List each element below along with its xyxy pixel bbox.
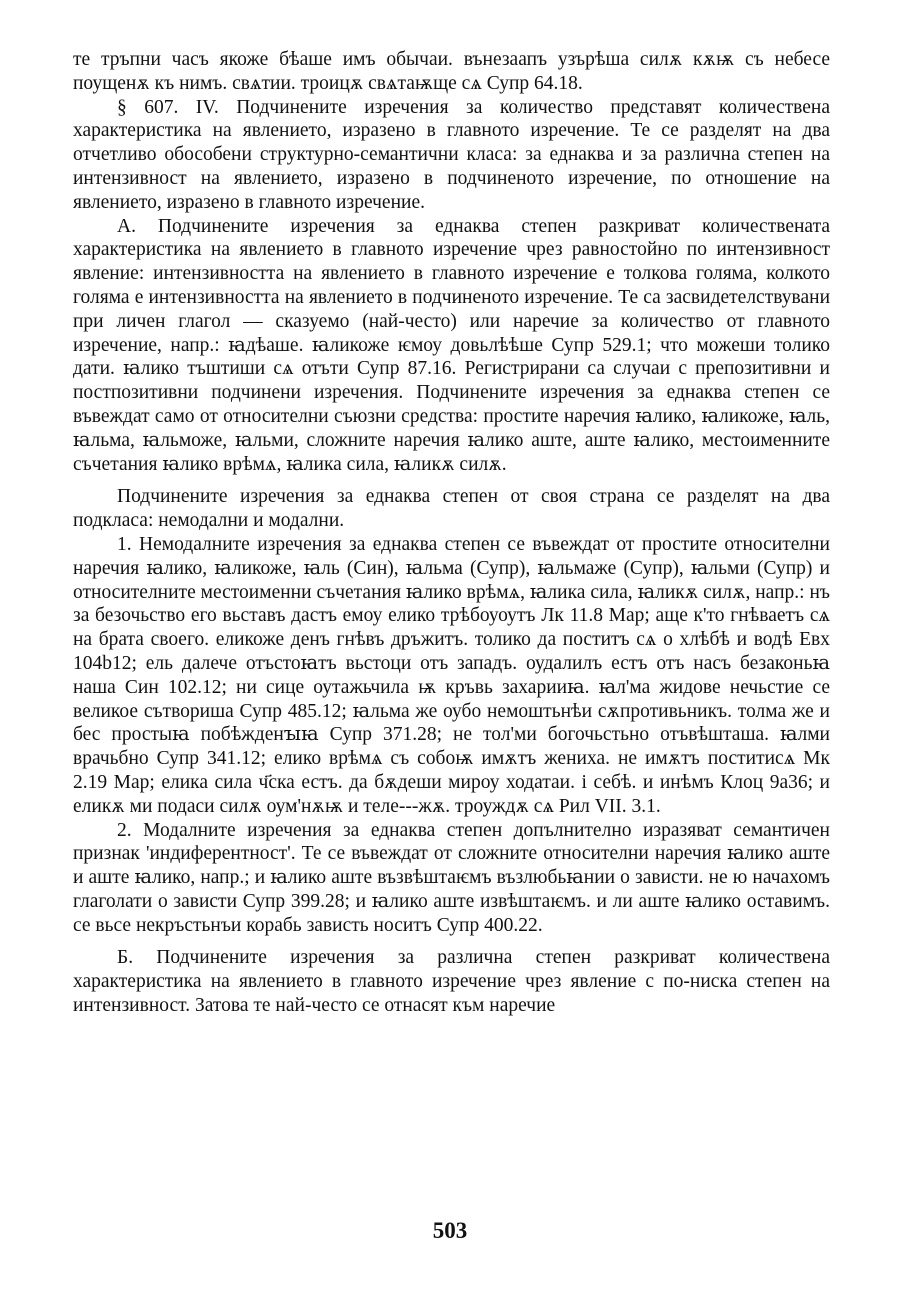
paragraph-a-equal-degree: А. Подчинените изречения за еднаква степен разкриват количествената характеристика на явлението в главното изречение чрез равностойно по интензивност явление: интензивността на явлението в главното изречение е толкова голяма, колкото голяма е интензивността на явлението в подчиненото изречение. Те са засвидетелствувани при личен глагол — сказуемо (най-често) или наречие за количество от главното изречение, напр.: ꙗдѣаше. ꙗликоже ѥмоу довьлѣѣше Супр 529.1; что можеши толико дати. ꙗлико тъштиши сѧ отъти Супр 87.16. Регистрирани са случаи с препозитивни и постпозитивни подчинени изречения. Подчинените изречения за еднаква степен се въвеждат само от относителни съюзни средства: простите наречия ꙗлико, ꙗликоже, ꙗль, ꙗльма, ꙗльможе, ꙗльми, сложните наречия ꙗлико аште, аште ꙗлико, местоименните съчетания ꙗлико врѣмѧ, ꙗлика сила, ꙗликѫ силѫ. — [73, 215, 830, 475]
paragraph-2-modal: 2. Модалните изречения за еднаква степен допълнително изразяват семантичен признак 'индиферентност'. Те се въвеждат от сложните относителни наречия ꙗлико аште и аште ꙗлико, напр.; и ꙗлико аште възвѣштаѥмъ възлюбьꙗнии о зависти. не ю начахомъ глаголати о зависти Супр 399.28; и ꙗлико аште извѣштаѥмъ. и ли аште ꙗлико оставимъ. се вьсе некръстьнъи корабь зависть носитъ Супр 400.22. — [73, 819, 830, 936]
paragraph-section-607: § 607. IV. Подчинените изречения за количество представят количествена характеристика на явлението, изразено в главното изречение. Те се разделят на два отчетливо обособени структурно-семантични класа: за еднаква и за различна степен на интензивност на явлението, изразено в подчиненото изречение, по отношение на явлението, изразено в главното изречение. — [73, 96, 830, 213]
paragraph-b-different-degree: Б. Подчинените изречения за различна степен разкриват количествена характеристика на явлението в главното изречение чрез явление с по-ниска степен на интензивност. Затова те най-често се отнасят към наречие — [73, 947, 830, 1017]
page-number: 503 — [432, 1218, 468, 1243]
paragraph-1-nonmodal: 1. Немодалните изречения за еднаква степен се въвеждат от простите относителни наречия ꙗлико, ꙗликоже, ꙗль (Син), ꙗльма (Супр), ꙗльмаже (Супр), ꙗльми (Супр) и относителните местоименни съчетания ꙗлико врѣмѧ, ꙗлика сила, ꙗликѫ силѫ, напр.: нъ за безочьство его вьставъ дастъ емоу елико трѣбоуоутъ Лк 11.8 Мар; аще к'то гнѣваетъ сѧ на брата своего. еликоже денъ гнѣвъ дръжитъ. толико да поститъ сѧ о хлѣбѣ и водѣ Евх 104b12; ель далече отъстоꙗтъ вьстоци отъ западъ. оудалилъ естъ отъ насъ безаконьꙗ наша Син 102.12; ни сице оутажьчила ѭ кръвь захарииꙗ. ꙗл'ма жидове нечьстие се великое сътвориша Супр 485.12; ꙗльма же оубо немоштьнѣи сѫпротивьникъ. толма же и бес простыꙗ побѣжденꙑꙗ Супр 371.28; не тол'ми богочьстьно отъвѣшташа. ꙗлми врачьбно Супр 341.12; елико врѣмѧ съ собоѭ имѫтъ жениха. не имѫтъ поститисѧ Мк 2.19 Мар; елика сила ч҃ска естъ. да бѫдеши мироу ходатаи. і себѣ. и инѣмъ Клоц 9а36; и еликѫ ми подаси силѫ оум'нѫѭ и теле---жѫ. троуждѫ сѧ Рил VII. 3.1. — [73, 533, 830, 817]
paragraph-continuation-quote: те тръпни часъ якоже бѣаше имъ обычаи. вънезаапъ узърѣша силѫ кѫѭ съ небесе поущенѫ къ нимъ. свѧтии. троицѫ свѧтаѭще сѧ Супр 64.18. — [73, 49, 830, 94]
paragraph-subclasses: Подчинените изречения за еднаква степен от своя страна се разделят на два подкласа: немодални и модални. — [73, 486, 830, 532]
page-body — [73, 48, 830, 1018]
